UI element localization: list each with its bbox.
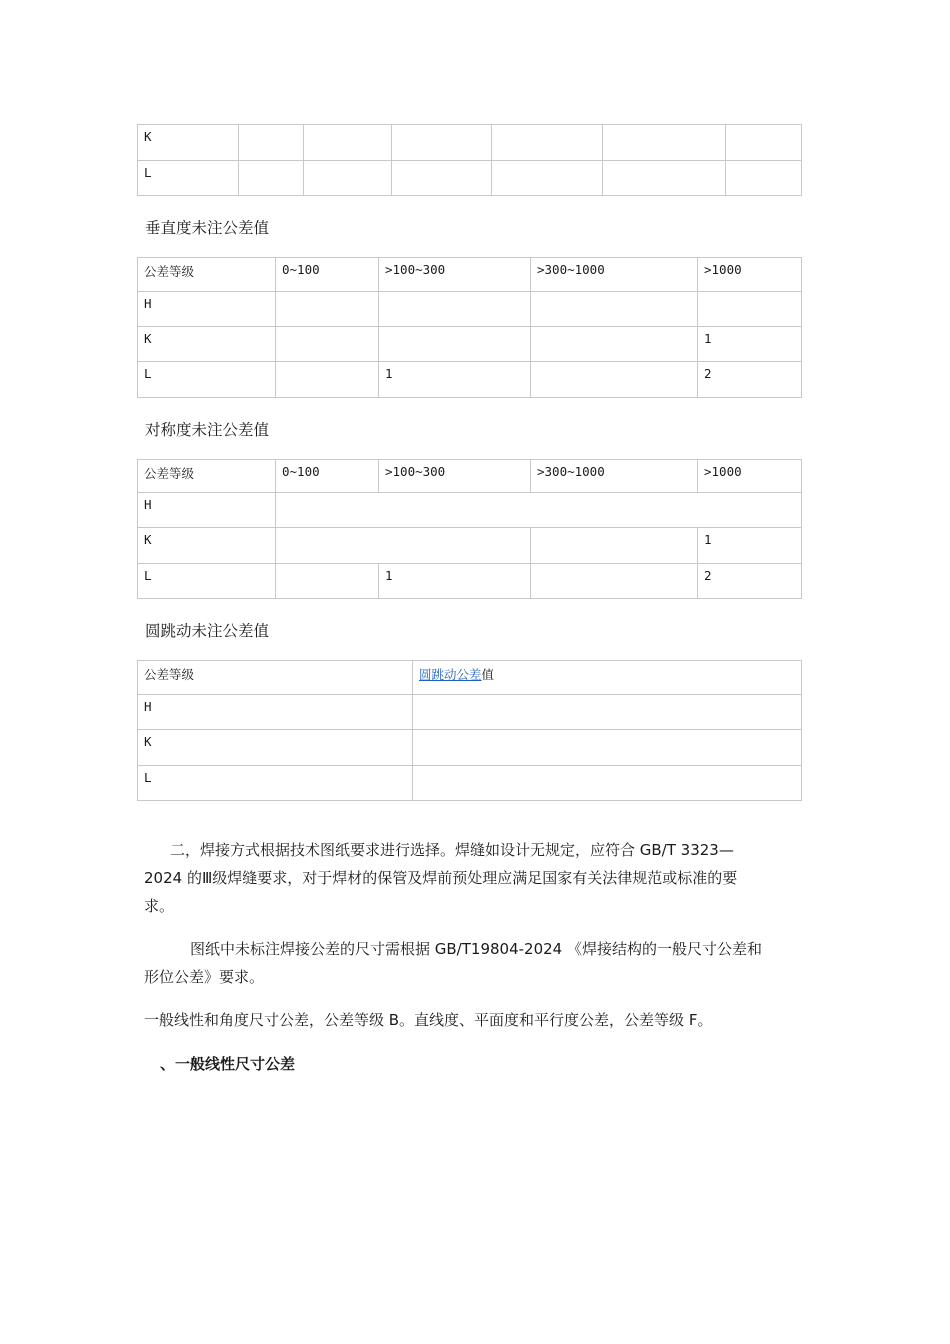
welding-tolerance-paragraph: 图纸中未标注焊接公差的尺寸需根据 GB/T19804-2024 《焊接结构的一般尺寸公差和 形位公差》要求。	[144, 940, 762, 986]
value-cell: 2	[698, 564, 802, 599]
grade-cell: L	[138, 362, 276, 398]
table-header-row	[138, 661, 802, 695]
value-cell: 1	[379, 362, 531, 398]
header-grade: 公差等级	[138, 258, 276, 292]
header-range: 0~100	[276, 460, 379, 493]
header-grade: 公差等级	[138, 661, 413, 695]
grade-cell: H	[138, 695, 413, 730]
header-range: >300~1000	[531, 258, 698, 292]
grade-cell: K	[138, 730, 413, 766]
table-row	[138, 564, 802, 599]
table-row	[138, 125, 802, 161]
table-row	[138, 695, 802, 730]
perpendicularity-caption: 垂直度未注公差值	[145, 219, 270, 237]
header-range: 0~100	[276, 258, 379, 292]
runout-tolerance-link[interactable]: 圆跳动公差	[419, 667, 482, 682]
header-grade: 公差等级	[138, 460, 276, 493]
runout-caption: 圆跳动未注公差值	[145, 622, 270, 640]
table-header-row	[138, 460, 802, 493]
grade-cell: K	[138, 125, 239, 161]
table-row	[138, 327, 802, 362]
header-range: >100~300	[379, 258, 531, 292]
table-row	[138, 528, 802, 564]
table-header-row	[138, 258, 802, 292]
value-cell: 1	[698, 528, 802, 564]
table-row	[138, 766, 802, 801]
header-range: >1000	[698, 460, 802, 493]
grade-cell: L	[138, 766, 413, 801]
table-row	[138, 493, 802, 528]
symmetry-caption: 对称度未注公差值	[145, 421, 270, 439]
value-cell: 2	[698, 362, 802, 398]
header-range: >100~300	[379, 460, 531, 493]
table-row	[138, 292, 802, 327]
grade-cell: K	[138, 528, 276, 564]
symmetry-table	[137, 459, 802, 599]
table-row	[138, 730, 802, 766]
table-row	[138, 161, 802, 196]
grade-cell: L	[138, 564, 276, 599]
table-row	[138, 362, 802, 398]
grade-cell: K	[138, 327, 276, 362]
value-cell: 1	[698, 327, 802, 362]
header-range: >1000	[698, 258, 802, 292]
tolerance-class-paragraph: 一般线性和角度尺寸公差，公差等级 B。直线度、平面度和平行度公差，公差等级 F。	[144, 1011, 713, 1029]
section-heading: 、一般线性尺寸公差	[160, 1055, 296, 1073]
value-cell: 1	[379, 564, 531, 599]
header-value: 圆跳动公差值	[413, 661, 802, 695]
welding-method-paragraph: 二，焊接方式根据技术图纸要求进行选择。焊缝如设计无规定，应符合 GB/T 3323— 2024 的Ⅲ级焊缝要求，对于焊材的保管及焊前预处理应满足国家有关法律规范或标准的要 求。	[144, 841, 738, 915]
perpendicularity-table	[137, 257, 802, 398]
grade-cell: H	[138, 493, 276, 528]
runout-table	[137, 660, 802, 801]
grade-cell: L	[138, 161, 239, 196]
header-range: >300~1000	[531, 460, 698, 493]
grade-cell: H	[138, 292, 276, 327]
top-tolerance-table	[137, 124, 802, 196]
